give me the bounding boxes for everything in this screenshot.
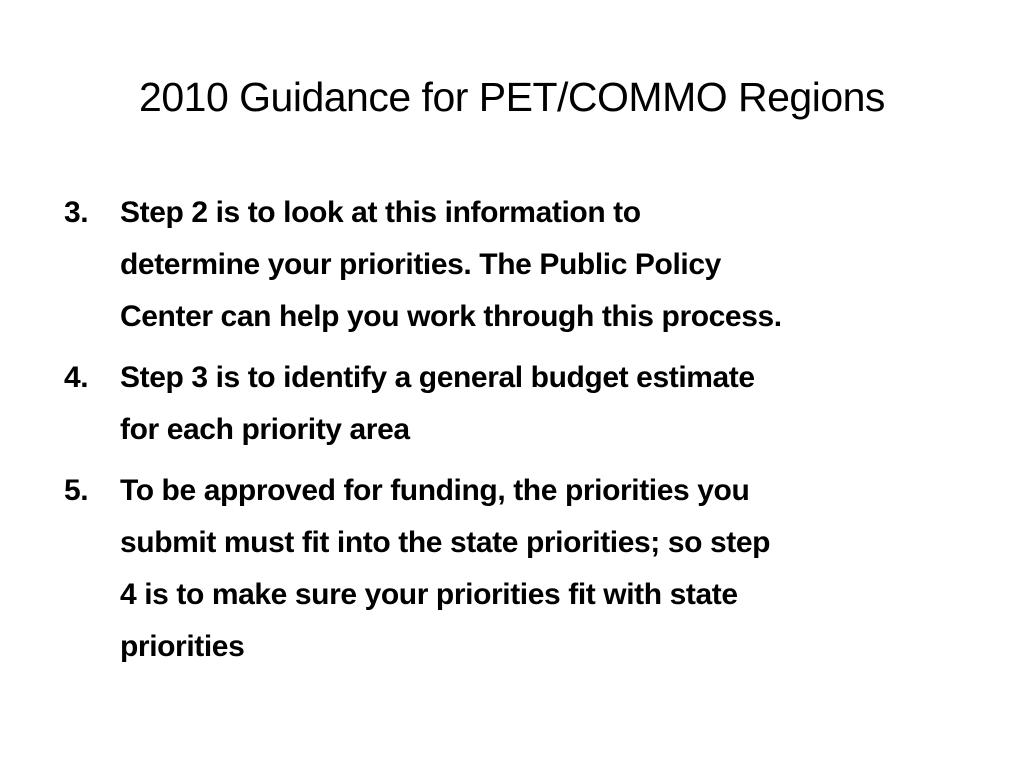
list-item-text (120, 352, 964, 456)
list-item-text (120, 465, 964, 673)
numbered-list (64, 187, 964, 682)
list-number: 5. (64, 474, 89, 507)
list-item-5 (64, 465, 964, 673)
slide-title: 2010 Guidance for PET/COMMO Regions (139, 74, 885, 120)
list-number: 4. (64, 361, 89, 394)
text-line: Step 2 is to look at this information to (120, 196, 641, 229)
text-line: priorities (120, 630, 245, 663)
list-item-4 (64, 352, 964, 456)
text-line: 4 is to make sure your priorities fit with state (120, 578, 738, 611)
text-line: Step 3 is to identify a general budget estimate (120, 361, 755, 394)
list-number: 3. (64, 196, 89, 229)
list-item-3 (64, 187, 964, 343)
text-line: determine your priorities. The Public Policy (120, 248, 721, 281)
list-item-text (120, 187, 964, 343)
text-line: To be approved for funding, the priorities you (120, 474, 750, 507)
text-line: submit must fit into the state priorities; so step (120, 526, 771, 559)
text-line: for each priority area (120, 413, 410, 446)
text-line: Center can help you work through this process. (120, 300, 782, 333)
